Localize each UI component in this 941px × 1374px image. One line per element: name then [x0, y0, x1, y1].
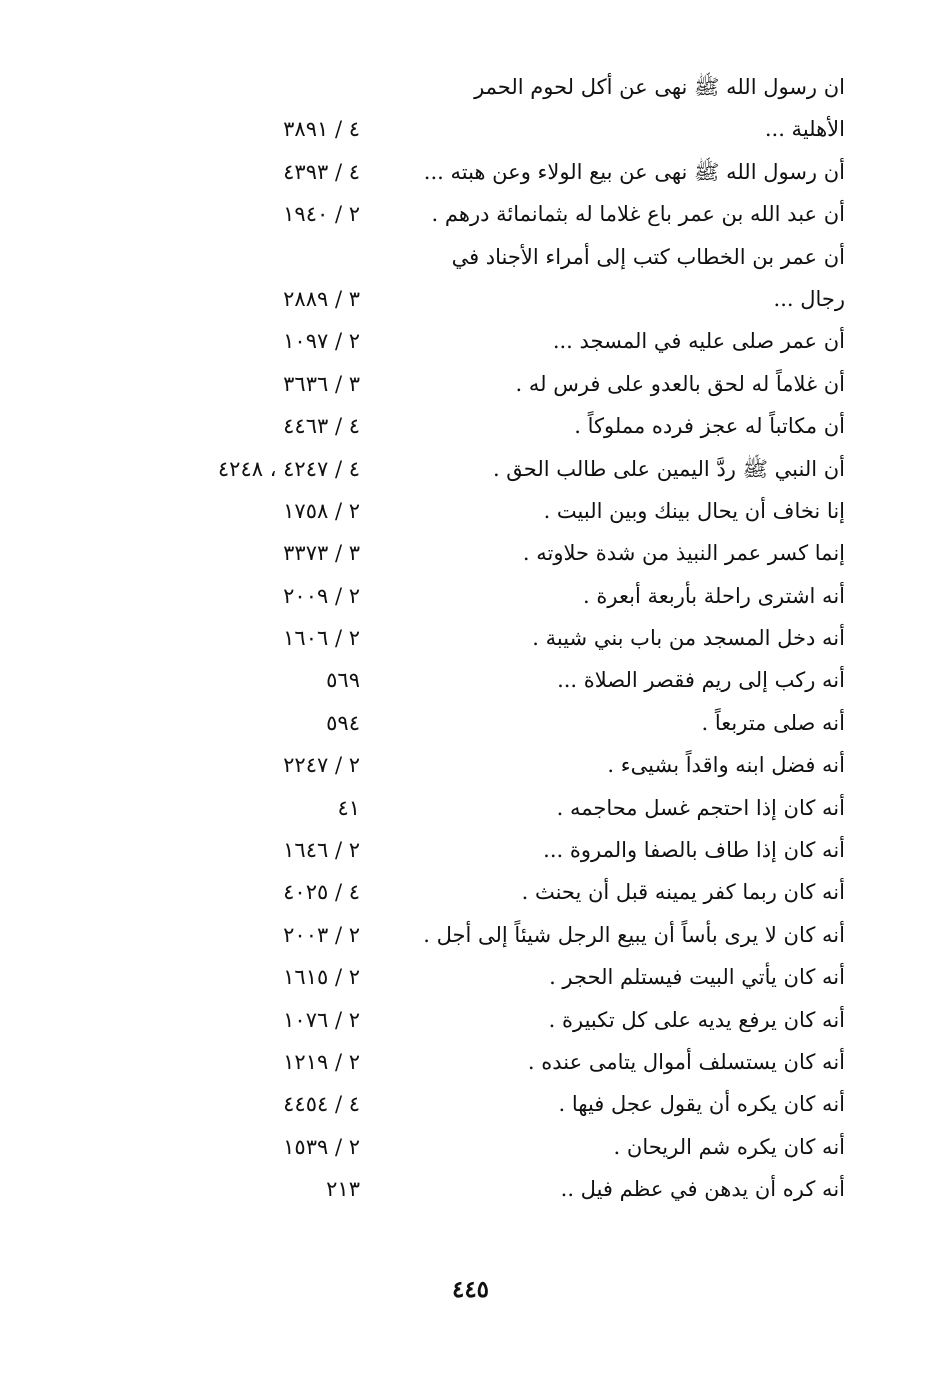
entry-reference: [150, 236, 360, 278]
index-entry: [150, 999, 845, 1041]
entry-reference: ٥٦٩: [326, 668, 360, 693]
index-entry: [150, 787, 845, 829]
entry-reference: ٢ / ١٩٤٠: [283, 202, 360, 227]
entry-reference: ٤ / ٣٨٩١: [283, 117, 360, 142]
entry-reference: ٤ / ٤٠٢٥: [283, 880, 360, 905]
index-entry: [150, 617, 845, 659]
entry-text: أنه فضل ابنه واقداً بشيىء .: [607, 753, 845, 778]
entry-reference: ٣ / ٢٨٨٩: [283, 286, 360, 311]
entry-text: أنه كان يأتي البيت فيستلم الحجر .: [549, 965, 845, 990]
index-entry: [150, 193, 845, 235]
index-entry: [150, 320, 845, 362]
entry-text: أنه كان يستسلف أموال يتامى عنده .: [527, 1049, 845, 1074]
index-entry: [150, 66, 845, 108]
entry-reference: ٢ / ١٢١٩: [283, 1049, 360, 1074]
entry-reference: ٤ / ٤٢٤٧ ، ٤٢٤٨: [217, 456, 360, 481]
index-entry: [150, 532, 845, 574]
entry-text: أن النبي ﷺ ردَّ اليمين على طالب الحق .: [492, 456, 845, 481]
entry-text: أنه كان يرفع يديه على كل تكبيرة .: [548, 1007, 845, 1032]
entry-text: أن غلاماً له لحق بالعدو على فرس له .: [515, 371, 845, 396]
index-entry: [150, 448, 845, 490]
page-number: ٤٤٥: [451, 1276, 490, 1303]
entry-text: أنه كان لا يرى بأساً أن يبيع الرجل شيئاً إلى أجل .: [423, 922, 845, 947]
entry-text: إنا نخاف أن يحال بينك وبين البيت .: [543, 498, 845, 523]
entry-reference: ٢ / ١٠٩٧: [283, 329, 360, 354]
entry-reference: ٢ / ١٦١٥: [283, 965, 360, 990]
entry-text: ان رسول الله ﷺ نهى عن أكل لحوم الحمر: [474, 75, 845, 99]
entry-reference: ٢ / ١٦٠٦: [283, 626, 360, 651]
entry-text: أنه كان إذا احتجم غسل محاجمه .: [556, 795, 845, 820]
entry-reference: ٤١: [337, 795, 360, 820]
entry-reference: ٢ / ٢٠٠٩: [283, 583, 360, 608]
entry-reference: ٢ / ٢٢٤٧: [283, 753, 360, 778]
entry-text: رجال ...: [773, 286, 845, 311]
index-entry: [150, 829, 845, 871]
index-entry: [150, 744, 845, 786]
index-entry: [150, 914, 845, 956]
entry-text: أنه اشترى راحلة بأربعة أبعرة .: [583, 583, 845, 608]
entry-reference: ٤ / ٤٤٥٤: [283, 1092, 360, 1117]
entry-text: الأهلية ...: [764, 117, 845, 142]
index-entry: [150, 236, 845, 278]
entry-reference: ٣ / ٣٦٣٦: [283, 371, 360, 396]
entry-reference: ٤ / ٤٣٩٣: [283, 159, 360, 184]
index-entry: [150, 871, 845, 913]
entry-reference: ٢ / ١٠٧٦: [283, 1007, 360, 1032]
entry-reference: ٢ / ١٦٤٦: [283, 838, 360, 863]
index-entry: [150, 1083, 845, 1125]
entry-reference: ٢ / ١٧٥٨: [283, 498, 360, 523]
entry-reference: ٥٩٤: [326, 710, 360, 735]
index-entry: [150, 363, 845, 405]
index-entry: [150, 702, 845, 744]
index-entry: [150, 278, 845, 320]
entry-reference: ٤ / ٤٤٦٣: [283, 414, 360, 439]
entry-text: أن عبد الله بن عمر باع غلاما له بثمانمائة درهم .: [431, 202, 845, 227]
entry-text: إنما كسر عمر النبيذ من شدة حلاوته .: [522, 541, 845, 566]
entry-text: أنه كان إذا طاف بالصفا والمروة ...: [543, 838, 845, 863]
entry-text: أنه ركب إلى ريم فقصر الصلاة ...: [557, 668, 845, 693]
index-entry: [150, 1126, 845, 1168]
entry-text: أنه كان ربما كفر يمينه قبل أن يحنث .: [521, 880, 845, 905]
entry-text: أن عمر صلى عليه في المسجد ...: [552, 329, 845, 354]
entry-text: أن مكاتباً له عجز فرده مملوكاً .: [574, 414, 845, 439]
entry-text: أنه كان يكره أن يقول عجل فيها .: [558, 1092, 845, 1117]
index-entry: [150, 1041, 845, 1083]
entry-text: أن رسول الله ﷺ نهى عن بيع الولاء وعن هبته ...: [423, 159, 845, 184]
entry-reference: ٢١٣: [326, 1177, 360, 1202]
index-entry: [150, 956, 845, 998]
entry-text: أنه كان يكره شم الريحان .: [613, 1134, 845, 1159]
index-list: [150, 66, 845, 1211]
entry-text: أن عمر بن الخطاب كتب إلى أمراء الأجناد في: [451, 244, 845, 269]
entry-text: أنه دخل المسجد من باب بني شيبة .: [532, 626, 845, 651]
index-entry: [150, 1168, 845, 1210]
index-entry: [150, 151, 845, 193]
entry-text: أنه صلى متربعاً .: [701, 710, 845, 735]
entry-reference: ٣ / ٣٣٧٣: [283, 541, 360, 566]
entry-text: أنه كره أن يدهن في عظم فيل ..: [560, 1177, 845, 1202]
index-entry: [150, 490, 845, 532]
entry-reference: [150, 66, 360, 108]
entry-reference: ٢ / ٢٠٠٣: [283, 922, 360, 947]
index-entry: [150, 659, 845, 701]
index-entry: [150, 575, 845, 617]
index-entry: [150, 108, 845, 150]
entry-reference: ٢ / ١٥٣٩: [283, 1134, 360, 1159]
index-entry: [150, 405, 845, 447]
